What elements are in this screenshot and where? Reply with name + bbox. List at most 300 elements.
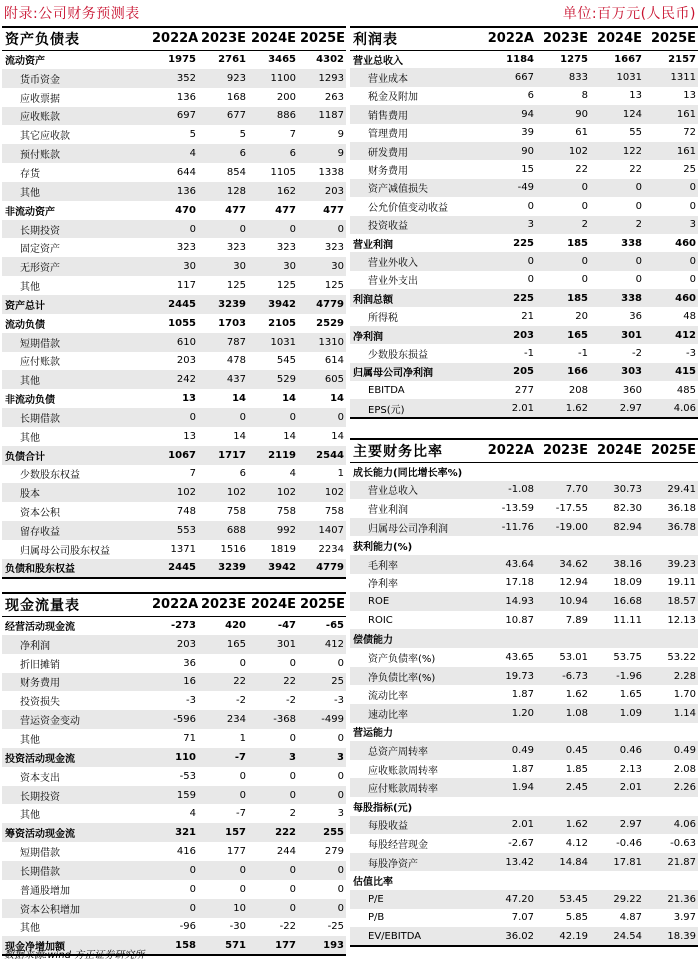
value-cell: 19.11 bbox=[667, 577, 696, 589]
value-cell: 177 bbox=[226, 846, 246, 858]
appendix-title: 附录:公司财务预测表 bbox=[4, 6, 140, 22]
table-row bbox=[2, 540, 346, 559]
row-label: 归属母公司净利润 bbox=[350, 518, 482, 537]
table-row bbox=[2, 107, 346, 126]
data-source-note: 数据来源:wind 方正证券研究所 bbox=[4, 950, 145, 961]
value-cell: 0 bbox=[527, 200, 534, 212]
value-cell bbox=[644, 797, 698, 816]
value-cell bbox=[482, 797, 536, 816]
table-header-row bbox=[350, 27, 698, 50]
row-label: 长期投资 bbox=[2, 786, 150, 805]
row-label: 非流动资产 bbox=[5, 206, 55, 218]
value-cell: 2.01 bbox=[482, 816, 536, 835]
value-cell: 420 bbox=[225, 620, 246, 632]
value-cell: -65 bbox=[325, 620, 344, 632]
value-cell: 110 bbox=[150, 748, 198, 767]
row-label: 净利润 bbox=[350, 326, 482, 344]
table-row bbox=[2, 427, 346, 446]
value-cell: -53 bbox=[179, 770, 196, 782]
value-cell: 0 bbox=[581, 274, 588, 286]
value-cell: 4.06 bbox=[644, 816, 698, 835]
value-cell: -1 bbox=[524, 347, 534, 359]
value-cell: 4 bbox=[289, 468, 296, 480]
row-label: 营业总收入 bbox=[353, 55, 403, 67]
value-cell: 30 bbox=[150, 257, 198, 276]
value-cell: 13 bbox=[629, 90, 642, 102]
value-cell: 1.20 bbox=[482, 704, 536, 723]
value-cell: 0 bbox=[298, 861, 346, 880]
value-cell: 3239 bbox=[198, 295, 248, 314]
cash-flow-table bbox=[2, 592, 346, 956]
value-cell: 14 bbox=[232, 393, 246, 405]
value-cell: 16 bbox=[150, 673, 198, 692]
value-cell: 157 bbox=[198, 823, 248, 842]
value-cell: -1 bbox=[578, 347, 588, 359]
value-cell: 158 bbox=[150, 936, 198, 955]
row-label: 流动比率 bbox=[368, 691, 408, 703]
value-cell: 1975 bbox=[168, 54, 196, 66]
row-label: 应收账款周转率 bbox=[368, 765, 438, 777]
value-cell: 2445 bbox=[150, 559, 198, 578]
table-row bbox=[2, 729, 346, 748]
value-cell: 122 bbox=[590, 142, 644, 160]
value-cell: 0 bbox=[150, 220, 198, 239]
year-column-header: 2022A bbox=[482, 27, 536, 50]
value-cell: 7.70 bbox=[536, 481, 590, 500]
value-cell: 0 bbox=[590, 252, 644, 270]
value-cell: -0.63 bbox=[670, 837, 696, 849]
value-cell: 0 bbox=[337, 657, 344, 669]
value-cell: 0 bbox=[536, 252, 590, 270]
value-cell: 0 bbox=[239, 883, 246, 895]
value-cell: 0 bbox=[248, 408, 298, 427]
value-cell: 12.94 bbox=[559, 577, 588, 589]
value-cell: -11.76 bbox=[482, 518, 536, 537]
income-statement-table bbox=[350, 26, 698, 419]
row-label: 利润总额 bbox=[350, 289, 482, 307]
value-cell: 1516 bbox=[220, 543, 246, 555]
value-cell: 923 bbox=[198, 69, 248, 88]
table-section-row bbox=[350, 797, 698, 816]
value-cell: 20 bbox=[575, 311, 588, 323]
row-label: 非流动负债 bbox=[5, 395, 55, 407]
value-cell: 71 bbox=[183, 732, 196, 744]
value-cell bbox=[590, 462, 644, 481]
row-label: 应收票据 bbox=[20, 93, 60, 105]
value-cell: 3.97 bbox=[673, 912, 696, 924]
table-row bbox=[2, 767, 346, 786]
table-row bbox=[350, 648, 698, 667]
value-cell bbox=[644, 723, 698, 742]
value-cell: 5.85 bbox=[565, 912, 588, 924]
value-cell: 0 bbox=[689, 200, 696, 212]
value-cell: 9 bbox=[298, 144, 346, 163]
value-cell: 1187 bbox=[298, 107, 346, 126]
value-cell: -3 bbox=[686, 347, 696, 359]
value-cell: 36.78 bbox=[644, 518, 698, 537]
value-cell: 3 bbox=[337, 808, 344, 820]
value-cell: 14 bbox=[331, 430, 344, 442]
value-cell: 0 bbox=[644, 179, 698, 197]
value-cell: 7.89 bbox=[565, 614, 588, 626]
value-cell: 2157 bbox=[668, 53, 696, 65]
row-label: 投资活动现金流 bbox=[2, 748, 150, 767]
value-cell: 352 bbox=[150, 69, 198, 88]
value-cell: 53.75 bbox=[613, 651, 642, 663]
year-column-header: 2022A bbox=[482, 439, 536, 462]
value-cell: -2 bbox=[236, 695, 246, 707]
value-cell: 1.62 bbox=[536, 399, 590, 417]
row-label: 其他 bbox=[20, 282, 40, 294]
value-cell bbox=[644, 536, 698, 555]
value-cell: 124 bbox=[590, 105, 644, 123]
table-row bbox=[350, 160, 698, 178]
row-label: 存货 bbox=[20, 168, 40, 180]
value-cell: 255 bbox=[298, 823, 346, 842]
value-cell: 6 bbox=[527, 90, 534, 102]
value-cell: 2529 bbox=[316, 317, 344, 329]
table-row bbox=[350, 685, 698, 704]
row-label: 折旧摊销 bbox=[20, 659, 60, 671]
value-cell: 415 bbox=[644, 363, 698, 381]
value-cell: 36 bbox=[183, 657, 196, 669]
value-cell: 29.41 bbox=[644, 481, 698, 500]
table-header-row bbox=[2, 27, 346, 50]
value-cell: 61 bbox=[575, 127, 588, 139]
value-cell: 338 bbox=[590, 289, 644, 307]
value-cell: 0 bbox=[635, 200, 642, 212]
value-cell: 25 bbox=[683, 164, 696, 176]
value-cell: 3 bbox=[644, 216, 698, 234]
table-row bbox=[350, 252, 698, 270]
value-cell: 10.94 bbox=[536, 592, 590, 611]
table-row bbox=[350, 890, 698, 909]
value-cell: 477 bbox=[323, 204, 344, 216]
value-cell: 0 bbox=[289, 883, 296, 895]
value-cell: 102 bbox=[248, 483, 298, 502]
value-cell: 2.28 bbox=[644, 667, 698, 686]
value-cell: 0 bbox=[298, 220, 346, 239]
value-cell: 2.01 bbox=[590, 778, 644, 797]
row-label: 其它应收款 bbox=[20, 131, 70, 143]
table-row bbox=[350, 216, 698, 234]
value-cell: 6 bbox=[239, 468, 246, 480]
table-row bbox=[2, 144, 346, 163]
table-row bbox=[350, 816, 698, 835]
value-cell: 18.57 bbox=[644, 592, 698, 611]
value-cell: 644 bbox=[176, 166, 196, 178]
value-cell: 82.94 bbox=[590, 518, 644, 537]
year-column-header: 2023E bbox=[198, 593, 248, 616]
value-cell: 338 bbox=[621, 237, 642, 249]
value-cell: 102 bbox=[536, 142, 590, 160]
value-cell bbox=[482, 629, 536, 648]
table-section-row bbox=[2, 446, 346, 465]
table-title: 资产负债表 bbox=[2, 27, 150, 50]
value-cell: 605 bbox=[298, 370, 346, 389]
value-cell: 1.85 bbox=[565, 763, 588, 775]
table-row bbox=[350, 555, 698, 574]
row-label: 资产负债率(%) bbox=[368, 653, 436, 665]
table-row bbox=[350, 124, 698, 142]
value-cell: 4.06 bbox=[644, 399, 698, 417]
value-cell: -7 bbox=[198, 748, 248, 767]
table-section-row bbox=[2, 201, 346, 220]
row-label: 营业外收入 bbox=[350, 252, 482, 270]
row-label: 财务费用 bbox=[2, 673, 150, 692]
value-cell: 412 bbox=[644, 326, 698, 344]
value-cell: 36.18 bbox=[667, 503, 696, 515]
value-cell: 0.46 bbox=[590, 741, 644, 760]
value-cell: 14 bbox=[283, 430, 296, 442]
value-cell: 0 bbox=[298, 899, 346, 918]
table-section-row bbox=[350, 629, 698, 648]
value-cell: 553 bbox=[150, 521, 198, 540]
table-row bbox=[2, 918, 346, 937]
row-label: P/E bbox=[350, 890, 482, 909]
value-cell: 0 bbox=[581, 200, 588, 212]
value-cell: 0 bbox=[198, 786, 248, 805]
value-cell: 13 bbox=[183, 430, 196, 442]
table-row bbox=[2, 673, 346, 692]
value-cell: 323 bbox=[176, 242, 196, 254]
value-cell: 3942 bbox=[248, 295, 298, 314]
row-label: EPS(元) bbox=[350, 399, 482, 417]
value-cell: 0 bbox=[337, 732, 344, 744]
table-row bbox=[350, 307, 698, 325]
value-cell: 4779 bbox=[298, 295, 346, 314]
value-cell: 2.01 bbox=[482, 399, 536, 417]
value-cell: 545 bbox=[276, 355, 296, 367]
row-label: P/B bbox=[368, 912, 385, 924]
value-cell: -1.96 bbox=[590, 667, 644, 686]
value-cell: 688 bbox=[198, 521, 248, 540]
value-cell: 614 bbox=[324, 355, 344, 367]
value-cell: 48 bbox=[683, 311, 696, 323]
table-row bbox=[2, 69, 346, 88]
value-cell: 0 bbox=[248, 786, 298, 805]
value-cell: 1.87 bbox=[511, 689, 534, 701]
table-row bbox=[350, 741, 698, 760]
table-row bbox=[2, 465, 346, 484]
table-section-row bbox=[2, 823, 346, 842]
value-cell: 36 bbox=[629, 311, 642, 323]
row-label: 营业利润 bbox=[368, 505, 408, 517]
row-label: 投资收益 bbox=[350, 216, 482, 234]
page-header bbox=[4, 2, 696, 24]
value-cell: 277 bbox=[514, 384, 534, 396]
value-cell: 485 bbox=[676, 384, 696, 396]
table-row bbox=[350, 778, 698, 797]
year-column-header: 2025E bbox=[644, 439, 698, 462]
value-cell: 3465 bbox=[268, 54, 296, 66]
table-row bbox=[2, 163, 346, 182]
table-section-row bbox=[2, 616, 346, 635]
table-row bbox=[2, 861, 346, 880]
row-label: 成长能力(同比增长率%) bbox=[353, 468, 463, 480]
value-cell: 477 bbox=[275, 204, 296, 216]
table-row bbox=[350, 105, 698, 123]
value-cell: 437 bbox=[198, 370, 248, 389]
value-cell: 1.14 bbox=[644, 704, 698, 723]
row-label: 财务费用 bbox=[368, 166, 408, 178]
value-cell: 53.22 bbox=[667, 651, 696, 663]
table-row bbox=[350, 574, 698, 593]
value-cell: -499 bbox=[298, 710, 346, 729]
value-cell: 55 bbox=[629, 127, 642, 139]
table-row bbox=[350, 611, 698, 630]
value-cell: 2.08 bbox=[673, 763, 696, 775]
row-label: 经营活动现金流 bbox=[5, 622, 75, 634]
year-column-header: 2023E bbox=[536, 439, 590, 462]
table-row bbox=[350, 197, 698, 215]
row-label: 获利能力(%) bbox=[353, 542, 413, 554]
value-cell: 1184 bbox=[506, 53, 534, 65]
value-cell: 677 bbox=[198, 107, 248, 126]
value-cell: 0 bbox=[298, 408, 346, 427]
value-cell: 833 bbox=[536, 68, 590, 86]
value-cell: 4779 bbox=[298, 559, 346, 578]
value-cell: 323 bbox=[324, 242, 344, 254]
table-row bbox=[350, 853, 698, 872]
value-cell: 22 bbox=[575, 164, 588, 176]
row-label: 资产总计 bbox=[2, 295, 150, 314]
financial-ratios-table bbox=[350, 438, 698, 947]
row-label: ROIC bbox=[368, 614, 393, 626]
value-cell bbox=[536, 723, 590, 742]
value-cell: 477 bbox=[225, 204, 246, 216]
row-label: 负债和股东权益 bbox=[2, 559, 150, 578]
table-section-row bbox=[350, 326, 698, 344]
table-section-row bbox=[2, 50, 346, 69]
value-cell: 53.45 bbox=[536, 890, 590, 909]
year-column-header: 2025E bbox=[298, 593, 346, 616]
value-cell bbox=[590, 536, 644, 555]
value-cell: -6.73 bbox=[536, 667, 590, 686]
table-row bbox=[2, 786, 346, 805]
value-cell: 34.62 bbox=[536, 555, 590, 574]
value-cell: 0 bbox=[590, 179, 644, 197]
value-cell: 102 bbox=[298, 483, 346, 502]
row-label: 每股经营现金 bbox=[368, 839, 428, 851]
value-cell: 11.11 bbox=[613, 614, 642, 626]
value-cell: 2.97 bbox=[590, 399, 644, 417]
value-cell: 30.73 bbox=[590, 481, 644, 500]
value-cell: 0 bbox=[482, 252, 536, 270]
value-cell: 2.13 bbox=[619, 763, 642, 775]
value-cell: 90 bbox=[536, 105, 590, 123]
table-section-row bbox=[350, 363, 698, 381]
table-section-row bbox=[350, 234, 698, 252]
value-cell: -49 bbox=[482, 179, 536, 197]
value-cell: 4 bbox=[189, 808, 196, 820]
table-section-row bbox=[350, 871, 698, 890]
row-label: 短期借款 bbox=[2, 333, 150, 352]
row-label: 其他 bbox=[20, 810, 40, 822]
value-cell bbox=[536, 536, 590, 555]
table-row bbox=[2, 483, 346, 502]
value-cell: 22 bbox=[248, 673, 298, 692]
value-cell: 16.68 bbox=[590, 592, 644, 611]
table-row bbox=[350, 927, 698, 946]
row-label: 营运能力 bbox=[353, 728, 393, 740]
value-cell: 1293 bbox=[298, 69, 346, 88]
value-cell: 203 bbox=[298, 182, 346, 201]
table-row bbox=[2, 635, 346, 654]
value-cell: 1.09 bbox=[590, 704, 644, 723]
table-row bbox=[2, 842, 346, 861]
value-cell: 323 bbox=[276, 242, 296, 254]
year-column-header: 2024E bbox=[248, 27, 298, 50]
row-label: 现金净增加额 bbox=[2, 936, 150, 955]
value-cell: -7 bbox=[236, 808, 246, 820]
table-row bbox=[2, 276, 346, 295]
row-label: 长期借款 bbox=[2, 408, 150, 427]
value-cell: 17.81 bbox=[590, 853, 644, 872]
value-cell bbox=[590, 871, 644, 890]
row-label: 其他 bbox=[20, 923, 40, 935]
value-cell bbox=[536, 462, 590, 481]
row-label: 净负债比率(%) bbox=[350, 667, 482, 686]
value-cell: 94 bbox=[482, 105, 536, 123]
value-cell: 38.16 bbox=[590, 555, 644, 574]
value-cell: 30 bbox=[198, 257, 248, 276]
row-label: 营业总收入 bbox=[350, 481, 482, 500]
year-column-header: 2024E bbox=[590, 439, 644, 462]
table-section-row bbox=[2, 559, 346, 578]
row-label: 少数股东权益 bbox=[20, 470, 80, 482]
value-cell: 2234 bbox=[318, 543, 344, 555]
value-cell: 7 bbox=[289, 129, 296, 141]
value-cell: 697 bbox=[150, 107, 198, 126]
year-column-header: 2023E bbox=[198, 27, 248, 50]
value-cell: 22 bbox=[629, 164, 642, 176]
value-cell: 0 bbox=[248, 220, 298, 239]
value-cell: 748 bbox=[176, 506, 196, 518]
value-cell: 2544 bbox=[298, 446, 346, 465]
value-cell: 0 bbox=[189, 883, 196, 895]
table-title: 现金流量表 bbox=[2, 593, 150, 616]
table-row bbox=[2, 880, 346, 899]
value-cell: 17.18 bbox=[505, 577, 534, 589]
value-cell: 4302 bbox=[316, 54, 344, 66]
value-cell: -25 bbox=[327, 921, 344, 933]
value-cell: 1031 bbox=[248, 333, 298, 352]
value-cell: 3942 bbox=[248, 559, 298, 578]
value-cell: 13.42 bbox=[482, 853, 536, 872]
value-cell: 0 bbox=[248, 899, 298, 918]
row-label: 应收账款 bbox=[2, 107, 150, 126]
row-label: 负债合计 bbox=[2, 446, 150, 465]
row-label: 其他 bbox=[20, 734, 40, 746]
value-cell: 2.45 bbox=[536, 778, 590, 797]
value-cell: 177 bbox=[248, 936, 298, 955]
value-cell bbox=[482, 871, 536, 890]
value-cell: -96 bbox=[179, 921, 196, 933]
value-cell: 2 bbox=[536, 216, 590, 234]
value-cell: -1.08 bbox=[482, 481, 536, 500]
table-header-row bbox=[350, 439, 698, 462]
value-cell: 412 bbox=[298, 635, 346, 654]
value-cell: 303 bbox=[590, 363, 644, 381]
year-column-header: 2024E bbox=[248, 593, 298, 616]
value-cell: 161 bbox=[644, 105, 698, 123]
year-column-header: 2023E bbox=[536, 27, 590, 50]
value-cell: 1.94 bbox=[482, 778, 536, 797]
table-header-row bbox=[2, 593, 346, 616]
value-cell: 125 bbox=[226, 280, 246, 292]
row-label: 无形资产 bbox=[2, 257, 150, 276]
